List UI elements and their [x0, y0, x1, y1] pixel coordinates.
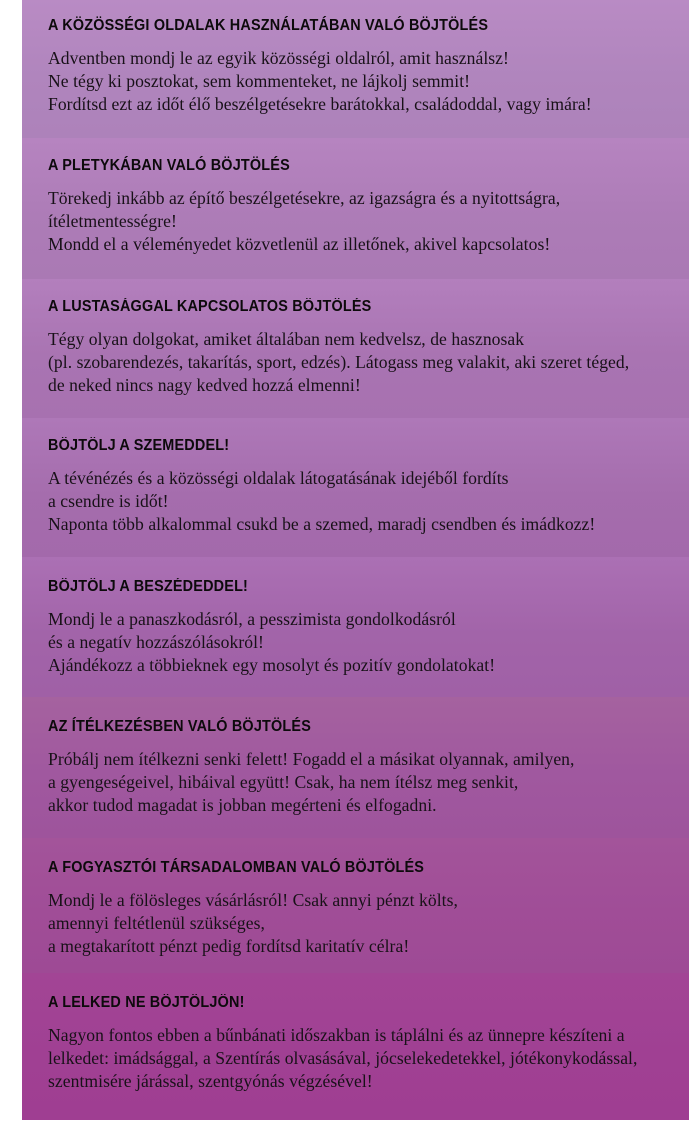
- section-body: [48, 608, 689, 678]
- section-body-line: és a negatív hozzászólásokról!: [48, 631, 264, 652]
- section-body-line: Törekedj inkább az építő beszélgetésekre, az igazságra és a nyitottságra,: [48, 187, 561, 208]
- section-band-list: [22, 0, 689, 1120]
- section-body: [48, 467, 689, 537]
- section-heading-wrap: [48, 299, 689, 315]
- section-body: [48, 328, 689, 398]
- section-band: [22, 138, 689, 279]
- section-body: [48, 1024, 689, 1094]
- section-heading: BÖJTÖLJ A BESZÉDEDDEL!: [48, 578, 249, 595]
- section-body-line: a gyengeségeivel, hibáival együtt! Csak, ha nem ítélsz meg senkit,: [48, 771, 519, 792]
- section-body-line: amennyi feltétlenül szükséges,: [48, 912, 265, 933]
- section-heading-wrap: [48, 995, 689, 1011]
- section-heading-wrap: [48, 438, 689, 454]
- section-body-line: a megtakarított pénzt pedig fordítsd karitatív célra!: [48, 935, 410, 956]
- section-band: [22, 279, 689, 418]
- section-body-line: ítéletmentességre!: [48, 210, 177, 231]
- section-heading: A LUSTASÁGGAL KAPCSOLATOS BÖJTÖLÉS: [48, 298, 372, 315]
- section-band: [22, 697, 689, 838]
- section-heading: A LELKED NE BÖJTÖLJÖN!: [48, 994, 245, 1011]
- section-body-line: lelkedet: imádsággal, a Szentírás olvasásával, jócselekedetekkel, jótékonykodással,: [48, 1047, 638, 1068]
- section-body-line: a csendre is időt!: [48, 490, 169, 511]
- section-band: [22, 838, 689, 973]
- section-band: [22, 418, 689, 557]
- section-body-line: szentmisére járással, szentgyónás végzésével!: [48, 1070, 373, 1091]
- section-heading-wrap: [48, 158, 689, 174]
- section-body-line: (pl. szobarendezés, takarítás, sport, edzés). Látogass meg valakit, aki szeret téged,: [48, 351, 630, 372]
- section-band: [22, 973, 689, 1120]
- section-body-line: Próbálj nem ítélkezni senki felett! Fogadd el a másikat olyannak, amilyen,: [48, 748, 575, 769]
- section-body-line: Nagyon fontos ebben a bűnbánati időszakban is táplálni és az ünnepre készíteni a: [48, 1024, 625, 1045]
- section-body-line: akkor tudod magadat is jobban megérteni és elfogadni.: [48, 794, 437, 815]
- section-body-line: Adventben mondj le az egyik közösségi oldalról, amit használsz!: [48, 47, 509, 68]
- section-body-line: Ajándékozz a többieknek egy mosolyt és pozitív gondolatokat!: [48, 654, 496, 675]
- section-body-line: Fordítsd ezt az időt élő beszélgetésekre barátokkal, családoddal, vagy imára!: [48, 93, 592, 114]
- section-heading: BÖJTÖLJ A SZEMEDDEL!: [48, 437, 230, 454]
- section-body-line: Naponta több alkalommal csukd be a szemed, maradj csendben és imádkozz!: [48, 513, 596, 534]
- section-body-line: Mondj le a fölösleges vásárlásról! Csak annyi pénzt költs,: [48, 889, 458, 910]
- section-heading: AZ ÍTÉLKEZÉSBEN VALÓ BÖJTÖLÉS: [48, 718, 312, 735]
- section-body-line: de neked nincs nagy kedved hozzá elmenni!: [48, 374, 361, 395]
- section-body-line: Mondd el a véleményedet közvetlenül az illetőnek, akivel kapcsolatos!: [48, 233, 551, 254]
- section-heading-wrap: [48, 860, 689, 876]
- section-body-line: Tégy olyan dolgokat, amiket általában nem kedvelsz, de hasznosak: [48, 328, 525, 349]
- section-heading-wrap: [48, 719, 689, 735]
- section-heading: A KÖZÖSSÉGI OLDALAK HASZNÁLATÁBAN VALÓ BÖJTÖLÉS: [48, 17, 489, 34]
- section-body-line: Ne tégy ki posztokat, sem kommenteket, ne lájkolj semmit!: [48, 70, 471, 91]
- section-body-line: Mondj le a panaszkodásról, a pesszimista gondolkodásról: [48, 608, 456, 629]
- section-heading-wrap: [48, 18, 689, 34]
- section-heading-wrap: [48, 579, 689, 595]
- section-heading: A FOGYASZTÓI TÁRSADALOMBAN VALÓ BÖJTÖLÉS: [48, 859, 425, 876]
- section-body: [48, 187, 689, 257]
- section-body: [48, 47, 689, 117]
- section-body: [48, 748, 689, 818]
- section-body: [48, 889, 689, 959]
- section-band: [22, 557, 689, 697]
- section-body-line: A tévénézés és a közösségi oldalak látogatásának idejéből fordíts: [48, 467, 509, 488]
- section-heading: A PLETYKÁBAN VALÓ BÖJTÖLÉS: [48, 157, 290, 174]
- section-band: [22, 0, 689, 138]
